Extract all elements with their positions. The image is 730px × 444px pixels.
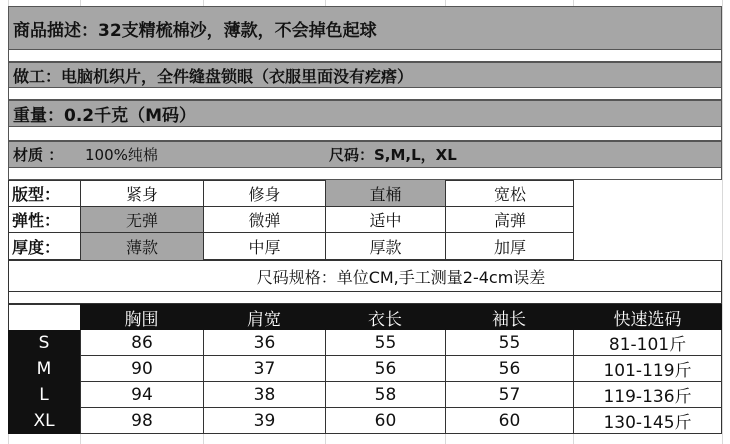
attribute-option: 中厚 [203, 232, 325, 260]
grid-line [722, 0, 723, 444]
table-corner-cell [8, 304, 80, 330]
description-text: 商品描述：32支精梳棉沙，薄款，不会掉色起球 [13, 20, 377, 41]
weight-text: 重量：0.2千克（M码） [13, 106, 197, 126]
attribute-label: 弹性： [8, 206, 80, 232]
size-label-cell: M [8, 356, 80, 382]
table-header-cell: 肩宽 [203, 304, 325, 330]
table-cell: 86 [80, 330, 203, 356]
spacer-row [8, 88, 722, 100]
table-header-cell: 胸围 [80, 304, 203, 330]
table-cell: 60 [445, 408, 573, 434]
table-cell: 81-101斤 [573, 330, 722, 356]
table-cell: 94 [80, 382, 203, 408]
table-cell: 55 [325, 330, 445, 356]
attribute-option-selected: 直桶 [325, 180, 445, 206]
table-cell: 90 [80, 356, 203, 382]
attribute-option: 修身 [203, 180, 325, 206]
table-cell: 58 [325, 382, 445, 408]
attribute-option: 紧身 [80, 180, 203, 206]
table-cell: 37 [203, 356, 325, 382]
attribute-option: 宽松 [445, 180, 574, 206]
table-cell: 130-145斤 [573, 408, 722, 434]
workmanship-text: 做工：电脑机织片，全件缝盘锁眼（衣服里面没有疙瘩） [13, 66, 414, 86]
attribute-option-selected: 无弹 [80, 206, 203, 232]
attribute-label: 厚度： [8, 232, 80, 260]
attribute-option: 加厚 [445, 232, 574, 260]
material-value: 100%纯棉 [85, 146, 158, 164]
table-cell: 55 [445, 330, 573, 356]
table-cell: 98 [80, 408, 203, 434]
material-label: 材质 ： [13, 146, 64, 164]
attribute-label: 版型： [12, 184, 61, 204]
table-cell: 60 [325, 408, 445, 434]
workmanship-row [8, 62, 722, 88]
table-cell: 101-119斤 [573, 356, 722, 382]
attribute-option: 微弹 [203, 206, 325, 232]
table-cell: 57 [445, 382, 573, 408]
material-row [8, 141, 722, 168]
table-cell: 39 [203, 408, 325, 434]
size-note: 尺码规格：单位CM,手工测量2-4cm误差 [256, 267, 546, 287]
attribute-option: 高弹 [445, 206, 574, 232]
weight-row [8, 100, 722, 127]
table-cell: 36 [203, 330, 325, 356]
spacer-row [8, 292, 722, 304]
spacer-row [8, 127, 722, 141]
spacer-row [8, 50, 722, 62]
size-label-cell: L [8, 382, 80, 408]
size-label-cell: S [8, 330, 80, 356]
description-row [8, 6, 722, 50]
attribute-option-selected: 薄款 [80, 232, 203, 260]
table-header-cell: 衣长 [325, 304, 445, 330]
table-cell: 38 [203, 382, 325, 408]
table-header-cell: 袖长 [445, 304, 573, 330]
table-cell: 56 [325, 356, 445, 382]
spacer-row [8, 168, 722, 180]
size-range-label: 尺码：S,M,L，XL [329, 146, 457, 164]
attribute-option: 厚款 [325, 232, 445, 260]
table-header-cell: 快速选码 [573, 304, 722, 330]
table-cell: 56 [445, 356, 573, 382]
table-cell: 119-136斤 [573, 382, 722, 408]
size-label-cell: XL [8, 408, 80, 434]
attribute-option: 适中 [325, 206, 445, 232]
